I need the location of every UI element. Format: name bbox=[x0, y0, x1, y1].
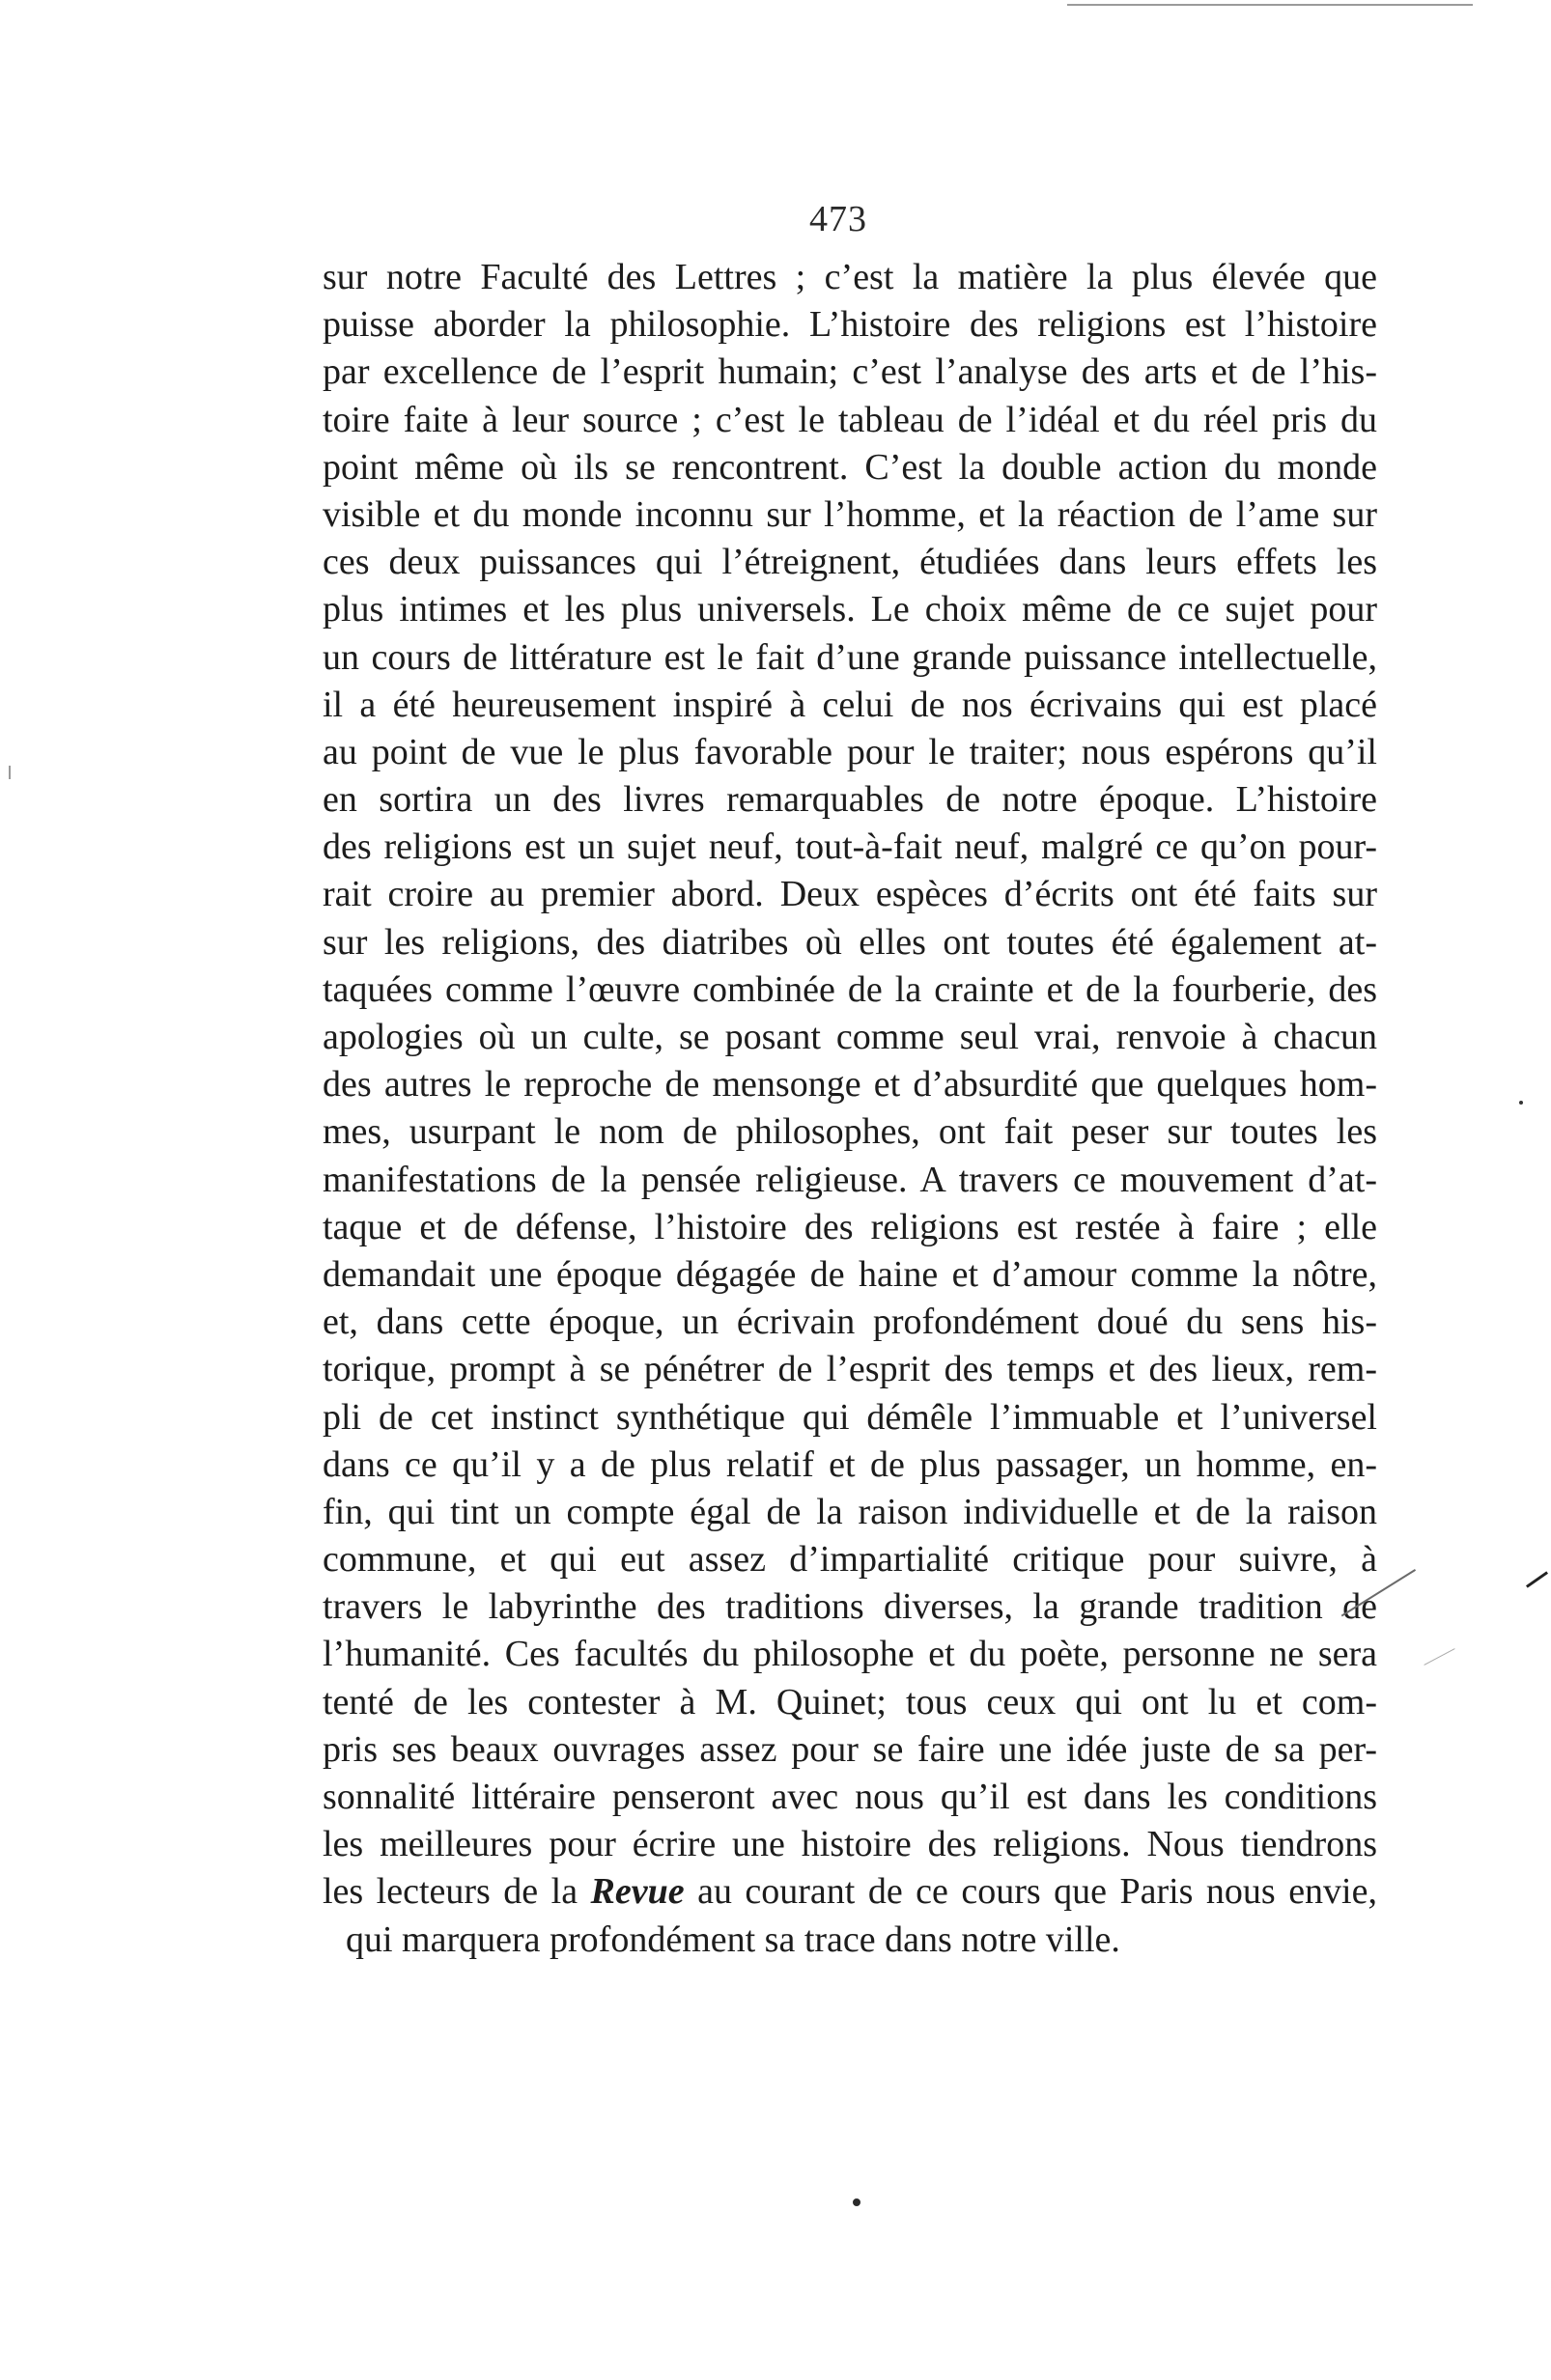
text-line: visible et du monde inconnu sur l’homme, et la réaction de l’ame sur bbox=[323, 493, 1377, 535]
page-bullet-dot bbox=[853, 2198, 860, 2206]
page-number: 473 bbox=[809, 199, 867, 239]
margin-pencil-mark bbox=[1526, 1571, 1548, 1587]
text-line: taquées comme l’œuvre combinée de la crainte et de la fourberie, des bbox=[323, 968, 1377, 1010]
text-line: et, dans cette époque, un écrivain profondément doué du sens his- bbox=[323, 1302, 1377, 1343]
text-line: en sortira un des livres remarquables de notre époque. L’histoire bbox=[323, 779, 1377, 821]
text-line: rait croire au premier abord. Deux espèces d’écrits ont été faits sur bbox=[323, 874, 1377, 915]
text-line: demandait une époque dégagée de haine et d’amour comme la nôtre, bbox=[323, 1253, 1377, 1295]
text-line: dans ce qu’il y a de plus relatif et de plus passager, un homme, en- bbox=[323, 1443, 1377, 1485]
article-paragraph bbox=[323, 254, 1377, 1964]
text-line: toire faite à leur source ; c’est le tableau de l’idéal et du réel pris du bbox=[323, 399, 1377, 440]
text-line: sonnalité littéraire penseront avec nous qu’il est dans les conditions bbox=[323, 1777, 1377, 1817]
text-line: mes, usurpant le nom de philosophes, ont fait peser sur toutes les bbox=[323, 1111, 1377, 1153]
text-line: des religions est un sujet neuf, tout-à-fait neuf, malgré ce qu’on pour- bbox=[323, 826, 1377, 868]
revue-italic-title: Revue bbox=[590, 1871, 685, 1913]
text-line: point même où ils se rencontrent. C’est la double action du monde bbox=[323, 446, 1377, 488]
text-segment: au courant de ce cours que Paris nous envie, bbox=[684, 1871, 1377, 1913]
text-line: travers le labyrinthe des traditions diverses, la grande tradition de bbox=[323, 1586, 1377, 1628]
text-line: torique, prompt à se pénétrer de l’esprit des temps et des lieux, rem- bbox=[323, 1349, 1377, 1390]
text-line: apologies où un culte, se posant comme seul vrai, renvoie à chacun bbox=[323, 1017, 1377, 1057]
text-line: puisse aborder la philosophie. L’histoire des religions est l’histoire bbox=[323, 304, 1377, 346]
text-line-with-italic-title bbox=[323, 1868, 1377, 1916]
text-line: tenté de les contester à M. Quinet; tous ceux qui ont lu et com- bbox=[323, 1681, 1377, 1722]
text-line: pris ses beaux ouvrages assez pour se faire une idée juste de sa per- bbox=[323, 1728, 1377, 1770]
top-edge-rule bbox=[1067, 4, 1473, 6]
text-line: au point de vue le plus favorable pour le traiter; nous espérons qu’il bbox=[323, 731, 1377, 772]
text-line: plus intimes et les plus universels. Le choix même de ce sujet pour bbox=[323, 589, 1377, 630]
margin-pencil-mark bbox=[1424, 1648, 1454, 1666]
text-line: des autres le reproche de mensonge et d’absurdité que quelques hom- bbox=[323, 1064, 1377, 1106]
text-line: pli de cet instinct synthétique qui démêle l’immuable et l’universel bbox=[323, 1396, 1377, 1438]
text-line: un cours de littérature est le fait d’une grande puissance intellectuelle, bbox=[323, 636, 1377, 678]
text-line: les meilleures pour écrire une histoire des religions. Nous tiendrons bbox=[323, 1824, 1377, 1865]
margin-ink-dot bbox=[1519, 1101, 1523, 1105]
text-line: l’humanité. Ces facultés du philosophe et du poète, personne ne sera bbox=[323, 1634, 1377, 1675]
text-line: commune, et qui eut assez d’impartialité critique pour suivre, à bbox=[323, 1539, 1377, 1581]
text-line: taque et de défense, l’histoire des religions est restée à faire ; elle bbox=[323, 1206, 1377, 1247]
text-line: sur notre Faculté des Lettres ; c’est la matière la plus élevée que bbox=[323, 257, 1377, 297]
margin-scan-artifact bbox=[9, 766, 11, 779]
text-segment: les lecteurs de la bbox=[323, 1871, 591, 1913]
text-line: sur les religions, des diatribes où elles ont toutes été également at- bbox=[323, 921, 1377, 963]
text-line-final: qui marquera profondément sa trace dans notre ville. bbox=[346, 1918, 1120, 1960]
text-line: il a été heureusement inspiré à celui de nos écrivains qui est placé bbox=[323, 684, 1377, 725]
text-line: fin, qui tint un compte égal de la raison individuelle et de la raison bbox=[323, 1491, 1377, 1532]
text-line: ces deux puissances qui l’étreignent, étudiées dans leurs effets les bbox=[323, 542, 1377, 583]
text-line: manifestations de la pensée religieuse. A travers ce mouvement d’at- bbox=[323, 1159, 1377, 1200]
text-line: par excellence de l’esprit humain; c’est l’analyse des arts et de l’his- bbox=[323, 351, 1377, 393]
